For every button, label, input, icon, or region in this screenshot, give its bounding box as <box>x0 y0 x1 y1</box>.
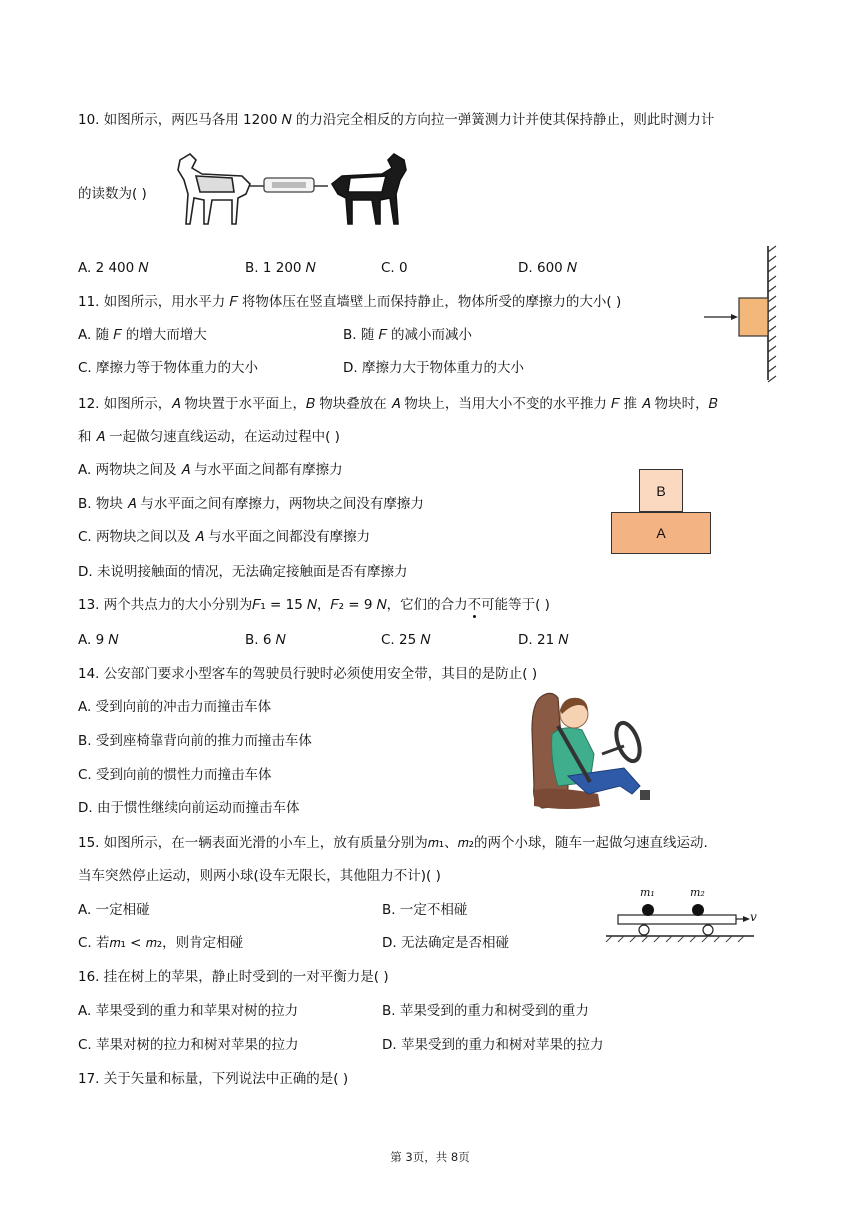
q13-option-c: C. 25 𝑁 <box>381 632 431 648</box>
ball-m2-icon <box>692 904 704 916</box>
q16-option-b: B. 苹果受到的重力和树受到的重力 <box>382 1003 589 1019</box>
q15-cart-figure <box>604 886 764 946</box>
q16-option-d: D. 苹果受到的重力和树对苹果的拉力 <box>382 1037 604 1053</box>
q11-option-c: C. 摩擦力等于物体重力的大小 <box>78 360 259 376</box>
q13-stem-post: 可能等于( ) <box>481 597 550 613</box>
q15-option-b: B. 一定不相碰 <box>382 902 468 918</box>
q12-stem-line2: 和 𝐴 一起做匀速直线运动，在运动过程中( ) <box>78 429 340 445</box>
spring-scale-icon <box>250 178 328 192</box>
q14-option-c: C. 受到向前的惯性力而撞击车体 <box>78 767 272 783</box>
q13-option-b: B. 6 𝑁 <box>245 632 286 648</box>
q10-option-d: D. 600 𝑁 <box>518 260 577 276</box>
label-m2: m₂ <box>690 886 705 899</box>
q11-wall-figure <box>700 242 790 388</box>
q10-option-a: A. 2 400 𝑁 <box>78 260 149 276</box>
ball-m1-icon <box>642 904 654 916</box>
q12-option-a: A. 两物块之间及 𝐴 与水平面之间都有摩擦力 <box>78 462 343 478</box>
q10-stem-line2: 的读数为( ) <box>78 186 147 202</box>
q12-option-c: C. 两物块之间以及 𝐴 与水平面之间都没有摩擦力 <box>78 529 371 545</box>
q14-option-b: B. 受到座椅靠背向前的推力而撞击车体 <box>78 733 312 749</box>
block-a-label: A <box>656 525 666 541</box>
q16-option-c: C. 苹果对树的拉力和树对苹果的拉力 <box>78 1037 299 1053</box>
q13-stem-emphasis: 不 <box>467 597 482 613</box>
q10-option-c: C. 0 <box>381 260 408 276</box>
q13-stem <box>78 595 550 615</box>
q15-option-c: C. 若𝑚₁ < 𝑚₂，则肯定相碰 <box>78 935 244 951</box>
label-v: v <box>750 910 757 924</box>
q17-stem: 17. 关于矢量和标量，下列说法中正确的是( ) <box>78 1071 349 1087</box>
block-b <box>639 469 683 512</box>
q10-stem-line1: 10. 如图所示，两匹马各用 1200 𝑁 的力沿完全相反的方向拉一弹簧测力计并使其保持静止，则此时测力计 <box>78 112 715 128</box>
q14-stem: 14. 公安部门要求小型客车的驾驶员行驶时必须使用安全带，其目的是防止( ) <box>78 666 538 682</box>
q14-seatbelt-driver-figure <box>528 690 658 816</box>
q10-option-b: B. 1 200 𝑁 <box>245 260 316 276</box>
q11-stem: 11. 如图所示，用水平力 𝐹 将物体压在竖直墙壁上而保持静止，物体所受的摩擦力的大小( ) <box>78 294 622 310</box>
page-footer: 第 3页，共 8页 <box>390 1150 470 1164</box>
q12-option-b: B. 物块 𝐴 与水平面之间有摩擦力，两物块之间没有摩擦力 <box>78 496 424 512</box>
q10-horses-figure <box>172 150 412 234</box>
q14-option-d: D. 由于惯性继续向前运动而撞击车体 <box>78 800 300 816</box>
q13-option-d: D. 21 𝑁 <box>518 632 569 648</box>
q15-option-a: A. 一定相碰 <box>78 902 150 918</box>
q11-option-a: A. 随 𝐹 的增大而增大 <box>78 327 207 343</box>
q12-option-d: D. 未说明接触面的情况，无法确定接触面是否有摩擦力 <box>78 564 408 580</box>
q12-blocks-figure <box>611 469 711 555</box>
q16-option-a: A. 苹果受到的重力和苹果对树的拉力 <box>78 1003 299 1019</box>
q15-option-d: D. 无法确定是否相碰 <box>382 935 509 951</box>
wheel-right-icon <box>703 925 713 935</box>
q15-stem-line1: 15. 如图所示，在一辆表面光滑的小车上，放有质量分别为𝑚₁、𝑚₂的两个小球，随车一起做匀速直线运动. <box>78 835 708 851</box>
q11-option-b: B. 随 𝐹 的减小而减小 <box>343 327 473 343</box>
q15-stem-line2: 当车突然停止运动，则两小球(设车无限长，其他阻力不计)( ) <box>78 868 441 884</box>
steering-wheel-icon <box>612 720 644 764</box>
q13-option-a: A. 9 𝑁 <box>78 632 119 648</box>
q14-option-a: A. 受到向前的冲击力而撞击车体 <box>78 699 272 715</box>
q11-option-d: D. 摩擦力大于物体重力的大小 <box>343 360 524 376</box>
right-horse-icon <box>332 154 406 224</box>
left-horse-icon <box>178 154 250 224</box>
label-m1: m₁ <box>640 886 655 899</box>
q16-stem: 16. 挂在树上的苹果，静止时受到的一对平衡力是( ) <box>78 969 389 985</box>
block-b-label: B <box>656 482 666 499</box>
q13-stem-pre: 13. 两个共点力的大小分别为𝐹₁ = 15 𝑁，𝐹₂ = 9 𝑁，它们的合力 <box>78 597 468 613</box>
wheel-left-icon <box>639 925 649 935</box>
block-a <box>611 512 711 554</box>
q12-stem-line1: 12. 如图所示，𝐴 物块置于水平面上，𝐵 物块叠放在 𝐴 物块上，当用大小不变的水平推力 𝐹 推 𝐴 物块时，𝐵 <box>78 396 718 412</box>
